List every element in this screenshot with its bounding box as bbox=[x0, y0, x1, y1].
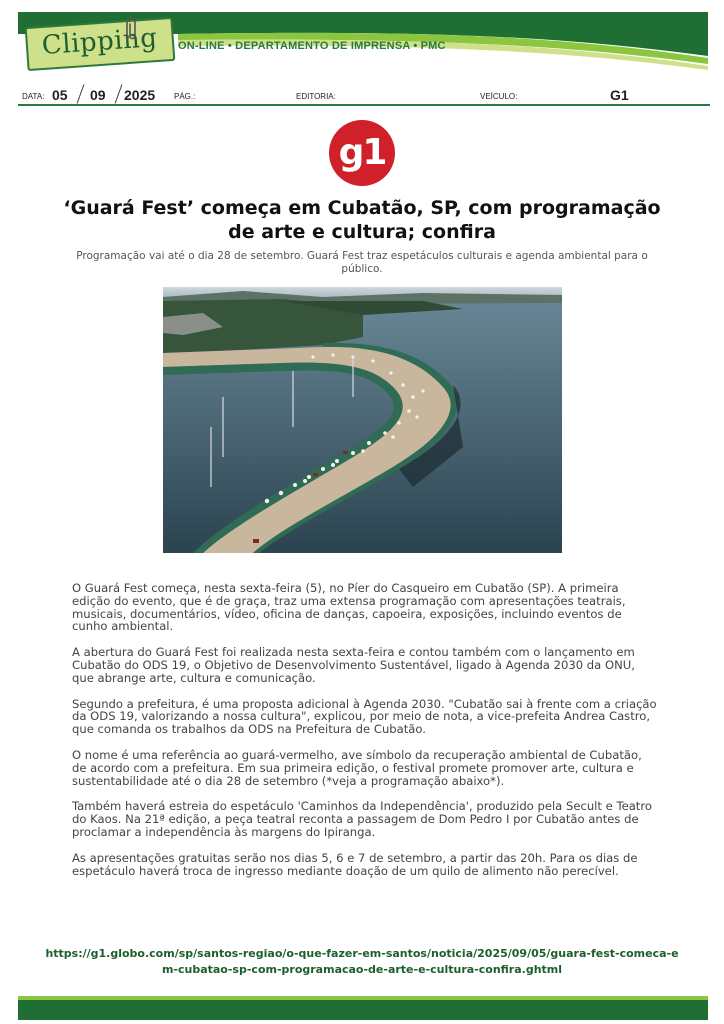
article-paragraph: Também haverá estreia do espetáculo 'Caminhos da Independência', produzido pela Secult e Teatro do Kaos. Na 21ª edição, a peça teatral reconta a passagem de Dom Pedro I por Cubatão antes de proclamar a independência às margens do Ipiranga. bbox=[72, 799, 652, 839]
date-month: 09 bbox=[90, 87, 106, 103]
editoria-label: EDITORIA: bbox=[296, 92, 336, 101]
paperclip-icon bbox=[120, 14, 142, 44]
date-separator bbox=[115, 84, 123, 103]
article-body bbox=[72, 582, 657, 890]
page-label: PÁG.: bbox=[174, 92, 196, 101]
article-paragraph: O nome é uma referência ao guará-vermelho, ave símbolo da recuperação ambiental de Cubatão, de acordo com a prefeitura. Em sua primeira edição, o festival promete promover arte, cultura e sustentabilidade até o dia 28 de setembro (*veja a programação abaixo*). bbox=[72, 747, 642, 788]
footer-band bbox=[18, 996, 708, 1020]
date-year: 2025 bbox=[124, 87, 156, 103]
article-paragraph: As apresentações gratuitas serão nos dias 5, 6 e 7 de setembro, a partir das 20h. Para os dias de espetáculo haverá troca de ingresso mediante doação de um quilo de alimento não perecível. bbox=[72, 850, 638, 878]
article-subheadline: Programação vai até o dia 28 de setembro. Guará Fest traz espetáculos culturais e agenda ambiental para o público. bbox=[76, 250, 648, 275]
date-day: 05 bbox=[52, 87, 68, 103]
source-link[interactable]: https://g1.globo.com/sp/santos-regiao/o-que-fazer-em-santos/noticia/2025/09/05/guara-fest-comeca-em-cubatao-sp-com-programacao-de-arte-e-cultura-confira.ghtml bbox=[45, 947, 679, 976]
article-paragraph: O Guará Fest começa, nesta sexta-feira (5), no Píer do Casqueiro em Cubatão (SP). A primeira edição do evento, que é de graça, traz uma extensa programação com apresentações teatrais, musicais, documentários, vídeo, oficina de danças, capoeira, exposições, incluindo eventos de cunho ambiental. bbox=[72, 581, 626, 634]
veiculo-label: VEÍCULO: bbox=[480, 92, 518, 101]
g1-logo bbox=[329, 120, 395, 186]
article-paragraph: Segundo a prefeitura, é uma proposta adicional à Agenda 2030. "Cubatão sai à frente com a criação da ODS 19, valorizando a nossa cultura", explicou, por meio de nota, a vice-prefeita Andrea Castro, que comanda os trabalhos da ODS na Prefeitura de Cubatão. bbox=[72, 696, 657, 737]
clipping-label: Clipping bbox=[40, 23, 159, 62]
date-label: DATA: bbox=[22, 92, 45, 101]
meta-divider bbox=[18, 104, 710, 106]
article-headline: ‘Guará Fest’ começa em Cubatão, SP, com programação de arte e cultura; confira bbox=[63, 197, 661, 243]
department-label: ON-LINE • DEPARTAMENTO DE IMPRENSA • PMC bbox=[178, 40, 446, 52]
veiculo-value: G1 bbox=[610, 87, 629, 103]
g1-logo-text: g1 bbox=[338, 132, 386, 173]
date-separator bbox=[77, 84, 85, 103]
article-photo bbox=[163, 287, 562, 553]
article-paragraph: A abertura do Guará Fest foi realizada nesta sexta-feira e contou também com o lançamento em Cubatão do ODS 19, o Objetivo de Desenvolvimento Sustentável, ligado à Agenda 2030 da ONU, que abrange arte, cultura e comunicação. bbox=[72, 645, 635, 685]
meta-row bbox=[22, 84, 710, 106]
